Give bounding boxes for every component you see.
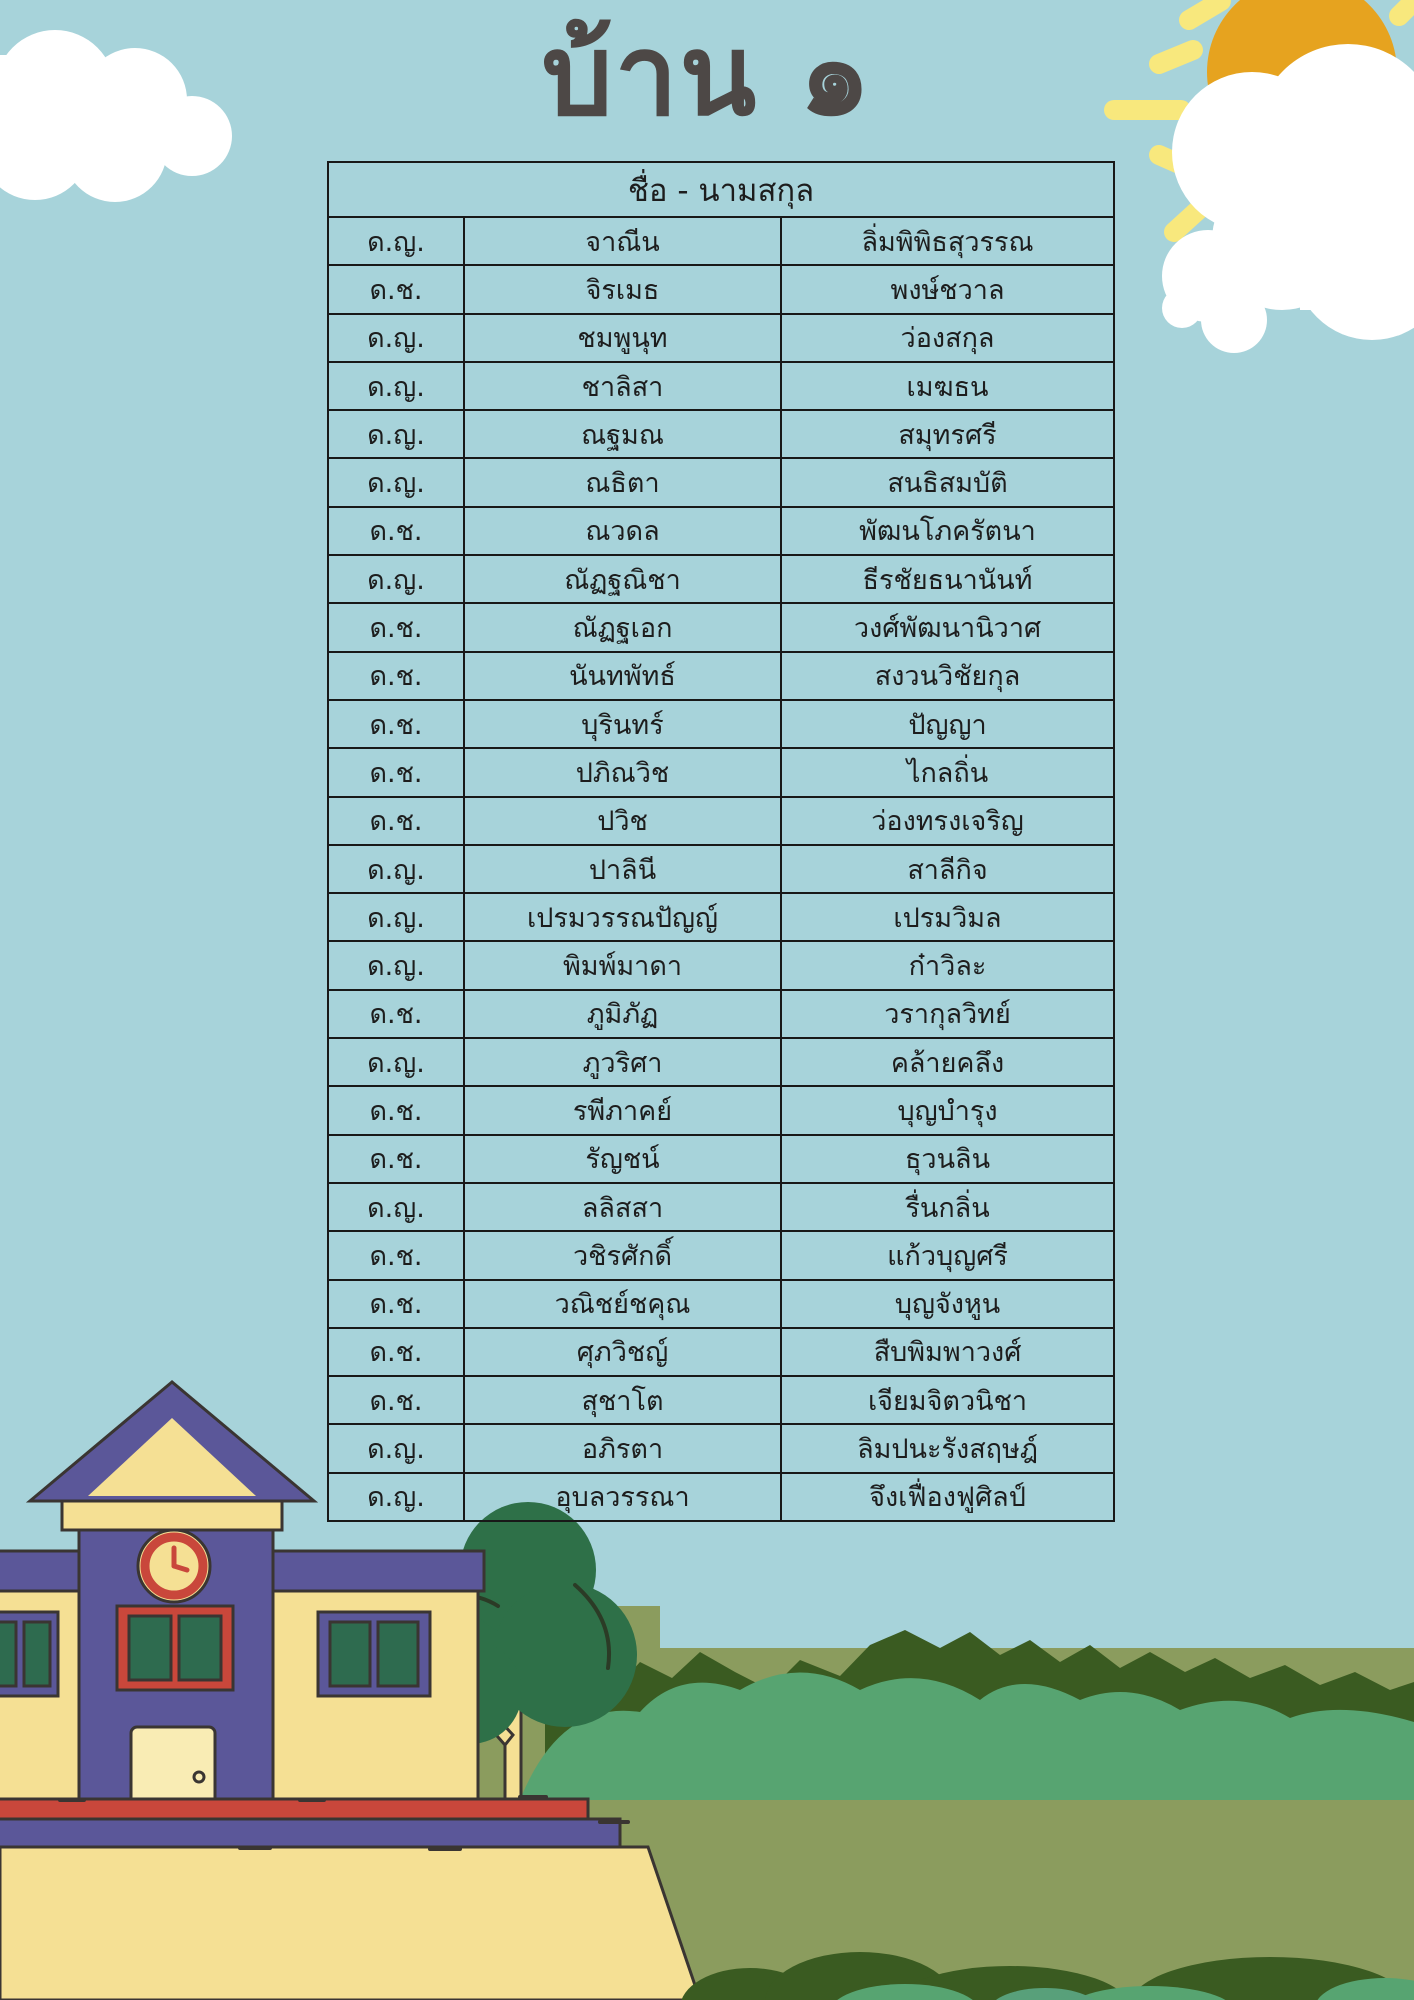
student-title-cell: ด.ญ. <box>328 893 464 941</box>
table-row <box>328 748 1114 796</box>
student-first-name-cell: ปภิณวิช <box>464 748 781 796</box>
table-row <box>328 893 1114 941</box>
table-header: ชื่อ - นามสกุล <box>328 162 1114 217</box>
student-title-cell: ด.ช. <box>328 507 464 555</box>
page-title: บ้าน ๑ <box>541 11 873 141</box>
table-row <box>328 458 1114 506</box>
table-row <box>328 314 1114 362</box>
student-first-name-cell: จิรเมธ <box>464 265 781 313</box>
roster-body <box>328 217 1114 1521</box>
table-row <box>328 1135 1114 1183</box>
student-first-name-cell: ปวิช <box>464 797 781 845</box>
table-row <box>328 1376 1114 1424</box>
student-first-name-cell: รพีภาคย์ <box>464 1086 781 1134</box>
table-row <box>328 603 1114 651</box>
student-first-name-cell: ณฐมณ <box>464 410 781 458</box>
student-title-cell: ด.ญ. <box>328 1473 464 1521</box>
table-row <box>328 507 1114 555</box>
table-row <box>328 1473 1114 1521</box>
student-roster-table <box>327 161 1115 1522</box>
student-last-name-cell: บุญจังหูน <box>781 1280 1114 1328</box>
student-title-cell: ด.ช. <box>328 990 464 1038</box>
student-last-name-cell: เจียมจิตวนิชา <box>781 1376 1114 1424</box>
student-title-cell: ด.ช. <box>328 265 464 313</box>
student-last-name-cell: แก้วบุญศรี <box>781 1231 1114 1279</box>
student-first-name-cell: ภูวริศา <box>464 1038 781 1086</box>
table-row <box>328 990 1114 1038</box>
student-first-name-cell: รัญชน์ <box>464 1135 781 1183</box>
student-first-name-cell: สุชาโต <box>464 1376 781 1424</box>
student-last-name-cell: ลิ่มพิพิธสุวรรณ <box>781 217 1114 265</box>
table-row <box>328 1424 1114 1472</box>
student-title-cell: ด.ช. <box>328 1086 464 1134</box>
student-title-cell: ด.ช. <box>328 748 464 796</box>
table-row <box>328 1328 1114 1376</box>
student-last-name-cell: ธีรชัยธนานันท์ <box>781 555 1114 603</box>
student-title-cell: ด.ญ. <box>328 1424 464 1472</box>
student-first-name-cell: วชิรศักดิ์ <box>464 1231 781 1279</box>
student-last-name-cell: ปัญญา <box>781 700 1114 748</box>
student-last-name-cell: พัฒนโภครัตนา <box>781 507 1114 555</box>
student-first-name-cell: เปรมวรรณปัญญ์ <box>464 893 781 941</box>
table-row <box>328 410 1114 458</box>
student-last-name-cell: รื่นกลิ่น <box>781 1183 1114 1231</box>
student-first-name-cell: นันทพัทธ์ <box>464 652 781 700</box>
student-last-name-cell: คล้ายคลึง <box>781 1038 1114 1086</box>
student-last-name-cell: ธุวนลิน <box>781 1135 1114 1183</box>
student-first-name-cell: วณิชย์ชคุณ <box>464 1280 781 1328</box>
student-last-name-cell: ว่องสกุล <box>781 314 1114 362</box>
student-title-cell: ด.ช. <box>328 1376 464 1424</box>
table-row <box>328 265 1114 313</box>
student-first-name-cell: พิมพ์มาดา <box>464 941 781 989</box>
table-row <box>328 845 1114 893</box>
table-row <box>328 797 1114 845</box>
student-title-cell: ด.ช. <box>328 1135 464 1183</box>
student-last-name-cell: เปรมวิมล <box>781 893 1114 941</box>
student-last-name-cell: สาลีกิจ <box>781 845 1114 893</box>
student-first-name-cell: ณัฏฐเอก <box>464 603 781 651</box>
student-first-name-cell: ภูมิภัฏ <box>464 990 781 1038</box>
student-first-name-cell: ณธิตา <box>464 458 781 506</box>
student-last-name-cell: พงษ์ชวาล <box>781 265 1114 313</box>
student-first-name-cell: อภิรตา <box>464 1424 781 1472</box>
student-title-cell: ด.ช. <box>328 652 464 700</box>
student-first-name-cell: ชาลิสา <box>464 362 781 410</box>
student-first-name-cell: ศุภวิชญ์ <box>464 1328 781 1376</box>
student-title-cell: ด.ช. <box>328 1328 464 1376</box>
table-row <box>328 217 1114 265</box>
table-row <box>328 555 1114 603</box>
student-first-name-cell: ณวดล <box>464 507 781 555</box>
student-last-name-cell: เมฆธน <box>781 362 1114 410</box>
student-last-name-cell: สนธิสมบัติ <box>781 458 1114 506</box>
student-title-cell: ด.ญ. <box>328 314 464 362</box>
student-last-name-cell: วงศ์พัฒนานิวาศ <box>781 603 1114 651</box>
student-last-name-cell: ก๋าวิละ <box>781 941 1114 989</box>
student-last-name-cell: วรากุลวิทย์ <box>781 990 1114 1038</box>
student-title-cell: ด.ญ. <box>328 555 464 603</box>
student-title-cell: ด.ช. <box>328 797 464 845</box>
student-first-name-cell: ลลิสสา <box>464 1183 781 1231</box>
student-first-name-cell: จาณีน <box>464 217 781 265</box>
table-row <box>328 1280 1114 1328</box>
student-title-cell: ด.ญ. <box>328 217 464 265</box>
table-row <box>328 1086 1114 1134</box>
student-first-name-cell: ณัฏฐณิชา <box>464 555 781 603</box>
student-last-name-cell: สงวนวิชัยกุล <box>781 652 1114 700</box>
student-last-name-cell: จึงเฟื่องฟูศิลป์ <box>781 1473 1114 1521</box>
student-last-name-cell: สืบพิมพาวงศ์ <box>781 1328 1114 1376</box>
student-first-name-cell: อุบลวรรณา <box>464 1473 781 1521</box>
table-row <box>328 1183 1114 1231</box>
table-row <box>328 941 1114 989</box>
student-title-cell: ด.ช. <box>328 700 464 748</box>
student-last-name-cell: บุญบำรุง <box>781 1086 1114 1134</box>
student-title-cell: ด.ช. <box>328 1280 464 1328</box>
student-title-cell: ด.ญ. <box>328 362 464 410</box>
table-row <box>328 652 1114 700</box>
table-row <box>328 1231 1114 1279</box>
student-first-name-cell: ชมพูนุท <box>464 314 781 362</box>
student-first-name-cell: ปาลินี <box>464 845 781 893</box>
student-title-cell: ด.ช. <box>328 1231 464 1279</box>
student-first-name-cell: บุรินทร์ <box>464 700 781 748</box>
student-last-name-cell: ลิมปนะรังสฤษฎ์ <box>781 1424 1114 1472</box>
student-last-name-cell: ไกลถิ่น <box>781 748 1114 796</box>
table-row <box>328 362 1114 410</box>
table-row <box>328 700 1114 748</box>
student-title-cell: ด.ญ. <box>328 458 464 506</box>
student-last-name-cell: ว่องทรงเจริญ <box>781 797 1114 845</box>
student-last-name-cell: สมุทรศรี <box>781 410 1114 458</box>
student-title-cell: ด.ญ. <box>328 845 464 893</box>
table-row <box>328 1038 1114 1086</box>
student-title-cell: ด.ญ. <box>328 410 464 458</box>
student-title-cell: ด.ช. <box>328 603 464 651</box>
student-title-cell: ด.ญ. <box>328 1183 464 1231</box>
student-title-cell: ด.ญ. <box>328 1038 464 1086</box>
student-title-cell: ด.ญ. <box>328 941 464 989</box>
table-header-row <box>328 162 1114 217</box>
